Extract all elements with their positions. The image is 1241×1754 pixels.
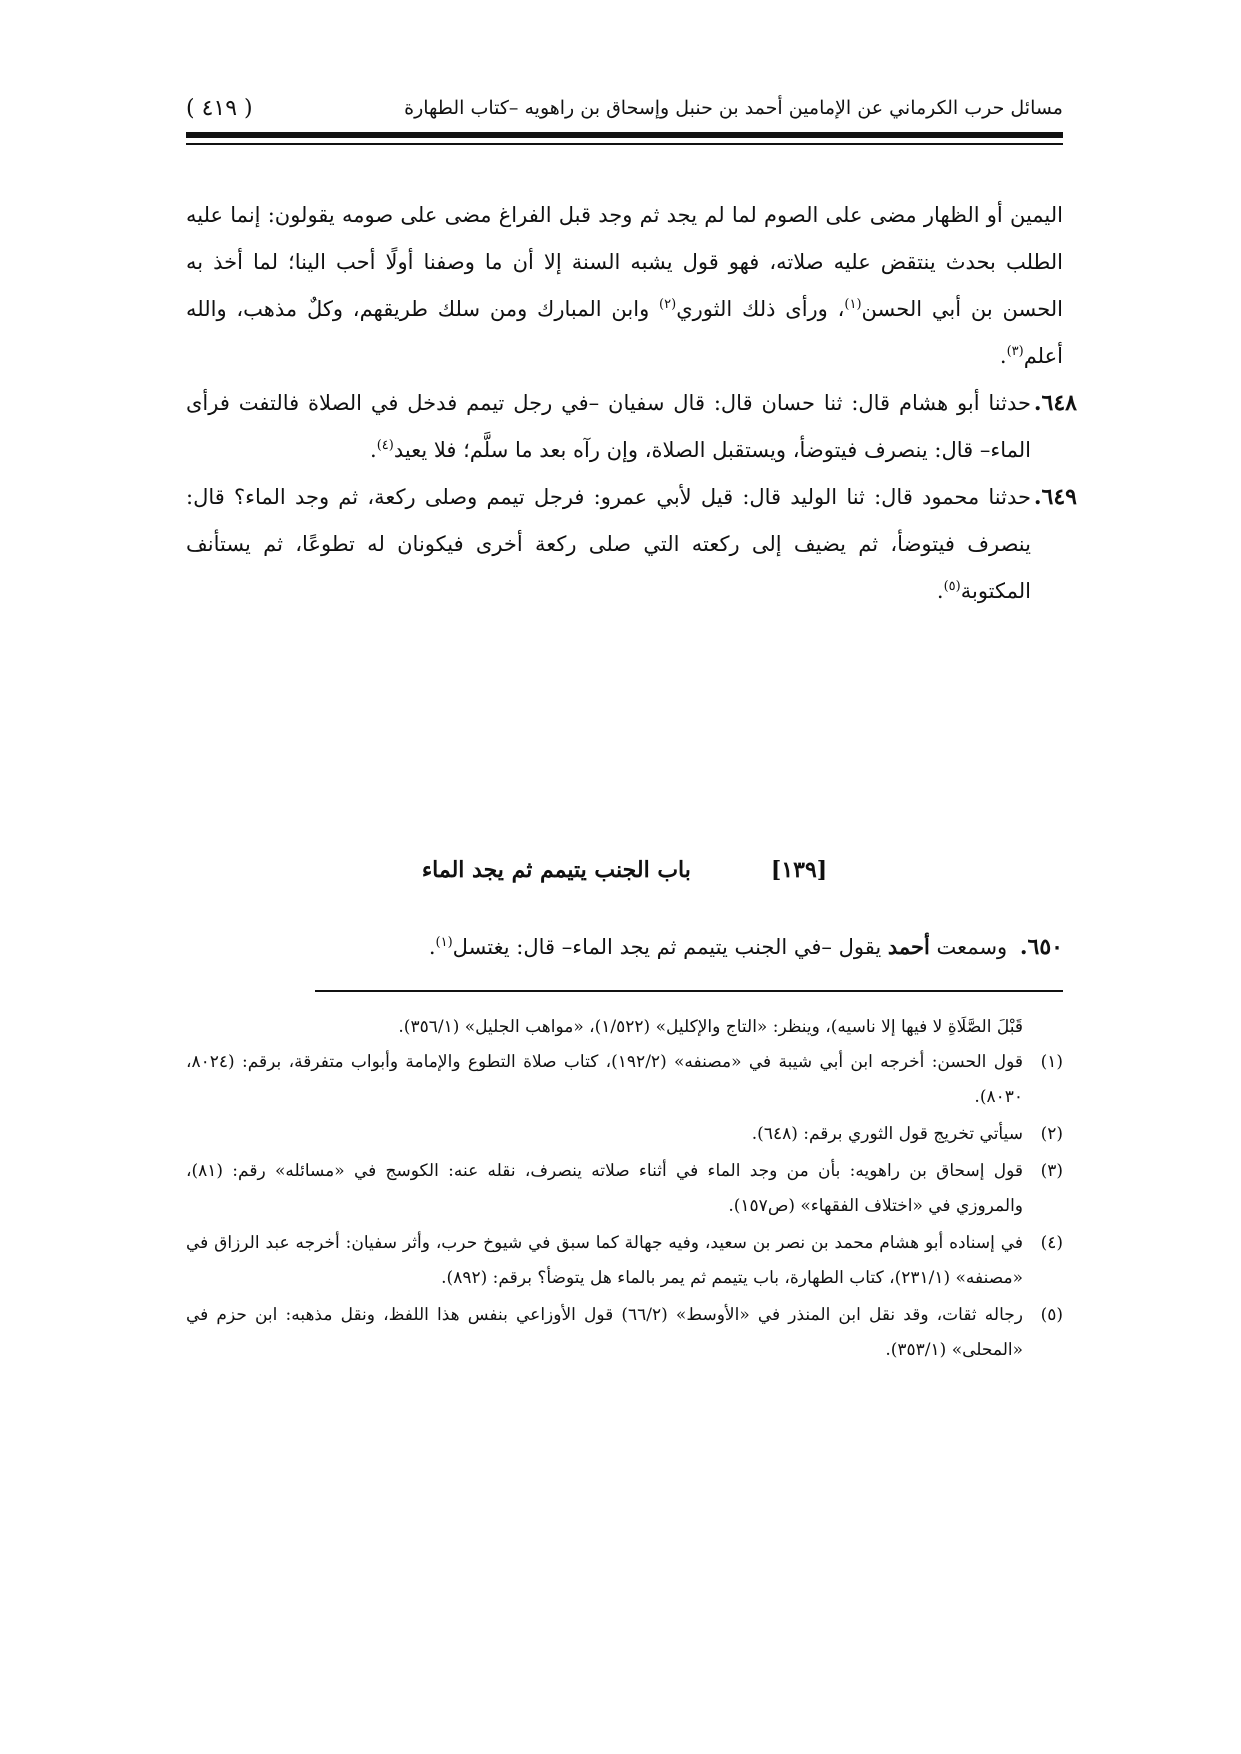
footnote-number: (٤) bbox=[1040, 1233, 1063, 1253]
footnote-mark: (١) bbox=[844, 297, 862, 312]
main-text bbox=[186, 192, 1077, 615]
entry-text: حدثنا محمود قال: ثنا الوليد قال: قيل لأبي عمرو: فرجل تيمم وصلى ركعة، ثم وجد الماء؟ قال: ينصرف فيتوضأ، ثم يضيف إلى ركعته التي صلى ركعة أخرى فيكونان له تطوعًا، ثم يستأنف المكتوبة bbox=[186, 485, 1031, 603]
footnote-text: قول الحسن: أخرجه ابن أبي شيبة في «مصنفه» (١٩٢/٢)، كتاب صلاة التطوع والإمامة وأبواب متفرقة، برقم: (٨٠٢٤، ٨٠٣٠). bbox=[186, 1052, 1024, 1107]
footnote-separator bbox=[315, 990, 1063, 992]
footnote-2 bbox=[186, 1117, 1063, 1152]
page-number: ( ٤١٩ ) bbox=[186, 95, 253, 121]
entry-number: ٦٥٠. bbox=[1019, 934, 1063, 960]
chapter-heading bbox=[186, 848, 1063, 892]
footnote-mark: (٢) bbox=[659, 297, 677, 312]
footnote-mark: (٤) bbox=[376, 438, 394, 453]
header-title: مسائل حرب الكرماني عن الإمامين أحمد بن حنبل وإسحاق بن راهويه –كتاب الطهارة bbox=[404, 97, 1063, 119]
footnote-continuation: قَبْلَ الصَّلَاةِ لا فيها إلا ناسيه)، وينظر: «التاج والإكليل» (١/٥٢٢)، «مواهب الجليل» (٣٥٦/١). bbox=[398, 1017, 1023, 1037]
intro-end: . bbox=[999, 344, 1007, 368]
entry-648 bbox=[186, 380, 1077, 474]
chapter-number: [١٣٩] bbox=[770, 857, 828, 883]
chapter-title: باب الجنب يتيمم ثم يجد الماء bbox=[421, 857, 691, 883]
intro-paragraph bbox=[186, 192, 1063, 380]
entry-end: . bbox=[428, 935, 436, 959]
footnote-text: سيأتي تخريج قول الثوري برقم: (٦٤٨). bbox=[751, 1124, 1023, 1144]
footnote-1 bbox=[186, 1045, 1063, 1115]
footnote-mark: (٣) bbox=[1006, 344, 1024, 359]
footnote-text: في إسناده أبو هشام محمد بن نصر بن سعيد، وفيه جهالة كما سبق في شيوخ حرب، وأثر سفيان: أخرجه عبد الرزاق في «مصنفه» (٢٣١/١)، كتاب الطهارة، باب يتيمم ثم يمر بالماء هل يتوضأ؟ برقم: (٨٩٢). bbox=[186, 1233, 1023, 1288]
footnote-number: (٥) bbox=[1040, 1305, 1063, 1325]
entry-name: أحمد bbox=[887, 934, 930, 959]
footnote-number: (١) bbox=[1040, 1052, 1063, 1072]
footnotes bbox=[186, 1010, 1063, 1370]
intro-text-b: ، ورأى ذلك الثوري bbox=[676, 297, 845, 321]
footnote-mark: (٥) bbox=[943, 579, 961, 594]
entry-text-before: وسمعت bbox=[936, 935, 1008, 959]
entry-650 bbox=[186, 927, 1063, 967]
entry-end: . bbox=[936, 579, 944, 603]
running-header bbox=[186, 88, 1063, 128]
intro-text-c: وابن المبارك ومن سلك طريقهم، وكلٌ مذهب، والله أعلم bbox=[186, 297, 1063, 368]
entry-text: حدثنا أبو هشام قال: ثنا حسان قال: قال سفيان –في رجل تيمم فدخل في الصلاة فالتفت فرأى الماء– قال: ينصرف فيتوضأ، ويستقبل الصلاة، وإن رآه بعد ما سلَّم؛ فلا يعيد bbox=[186, 391, 1031, 462]
entry-649 bbox=[186, 474, 1077, 615]
footnote-number: (٢) bbox=[1040, 1124, 1063, 1144]
entry-number: ٦٤٩. bbox=[1033, 484, 1077, 510]
footnote-text: قول إسحاق بن راهويه: بأن من وجد الماء في أثناء صلاته ينصرف، نقله عنه: الكوسج في «مسائله» رقم: (٨١)، والمروزي في «اختلاف الفقهاء» (ص١٥٧). bbox=[186, 1161, 1023, 1216]
header-rule-thin bbox=[186, 143, 1063, 145]
intro-text-a: اليمين أو الظهار مضى على الصوم لما لم يجد ثم وجد قبل الفراغ مضى على صومه يقولون: إنما عليه الطلب بحدث ينتقض عليه صلاته، فهو قول يشبه السنة إلا أن ما وصفنا أولًا أحب الينا؛ لما أخذ به الحسن بن أبي الحسن bbox=[186, 203, 1064, 321]
entry-end: . bbox=[370, 438, 377, 462]
entry-number: ٦٤٨. bbox=[1033, 390, 1077, 416]
footnote-text: رجاله ثقات، وقد نقل ابن المنذر في «الأوسط» (٦٦/٢) قول الأوزاعي بنفس هذا اللفظ، ونقل مذهبه: ابن حزم في «المحلى» (٣٥٣/١). bbox=[186, 1305, 1023, 1360]
footnote-3 bbox=[186, 1154, 1063, 1224]
footnote-number: (٣) bbox=[1040, 1161, 1063, 1181]
header-rule-thick bbox=[186, 132, 1063, 138]
footnote-4 bbox=[186, 1226, 1063, 1296]
footnote-5 bbox=[186, 1298, 1063, 1368]
entry-text-after: يقول –في الجنب يتيمم ثم يجد الماء– قال: يغتسل bbox=[452, 935, 882, 959]
footnote-mark: (١) bbox=[435, 935, 453, 950]
